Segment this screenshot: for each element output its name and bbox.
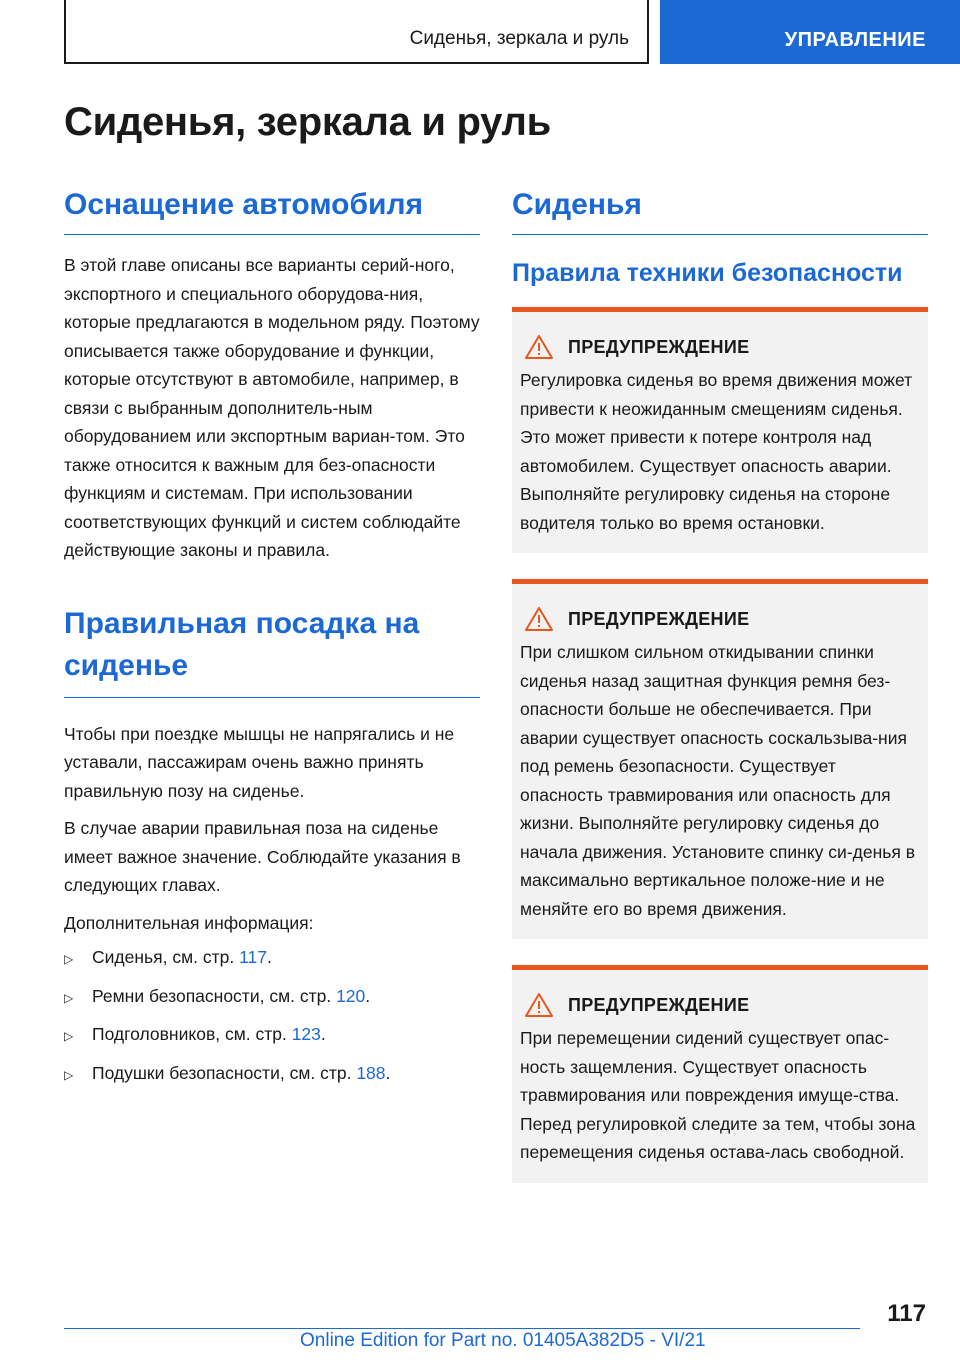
- safety-heading: Правила техники безопасности: [512, 259, 903, 287]
- list-item: ▷ Подушки безопасности, см. стр. 188.: [64, 1059, 480, 1090]
- page-link[interactable]: 120: [336, 985, 366, 1006]
- header-section: УПРАВЛЕНИЕ: [784, 29, 926, 51]
- warning-text: Регулировка сиденья во время движения может привести к неожиданным смещениям сиденья. Это может привести к потере контроля над автомобилем. Существует опасность аварии. Выполняйте регулировку сиденья на стороне водителя только во время остановки.: [520, 370, 913, 533]
- equipment-heading: Оснащение автомобиля: [64, 186, 480, 235]
- list-item: ▷ Ремни безопасности, см. стр. 120.: [64, 982, 480, 1013]
- triangle-bullet-icon: ▷: [64, 952, 74, 966]
- triangle-bullet-icon: ▷: [64, 990, 74, 1005]
- warning-triangle-icon: [524, 334, 554, 360]
- posture-paragraph-1: Чтобы при поездке мышцы не напрягались и не уставали, пассажирам очень важно принять правильную позу на сиденье.: [64, 723, 455, 801]
- triangle-bullet-icon: ▷: [64, 1067, 74, 1082]
- reference-list: [64, 943, 480, 1089]
- header-chapter: Сиденья, зеркала и руль: [409, 28, 629, 49]
- warning-box: [512, 579, 928, 939]
- page-title: Сиденья, зеркала и руль: [64, 100, 551, 144]
- left-column: [64, 186, 480, 1097]
- right-column: [512, 186, 928, 1183]
- footer-edition: Online Edition for Part no. 01405A382D5 - VI/21: [300, 1330, 706, 1351]
- warning-text: При перемещении сидений существует опас-ность защемления. Существует опасность травмирования или повреждения имуще-ства. Перед регулировкой следите за тем, чтобы зона перемещения сиденья остава-лась свободной.: [520, 1028, 916, 1162]
- equipment-text: В этой главе описаны все варианты серий-ного, экспортного и специального оборудова-ния, которые предлагаются в модельном ряду. Поэтому описывается также оборудование и функции, которые отсутствуют в автомобиле, например, в связи с выбранным дополнитель-ным оборудованием или экспортным вариан-том. Это также относится к важным для без-опасности функциям и системам. При использовании соответствующих функций и систем соблюдайте действующие законы и правила.: [64, 255, 480, 560]
- warning-title: ПРЕДУПРЕЖДЕНИЕ: [568, 994, 750, 1015]
- page-number: 117: [887, 1300, 926, 1327]
- seats-heading: Сиденья: [512, 186, 928, 235]
- triangle-bullet-icon: ▷: [64, 1029, 74, 1043]
- header-chapter-tab: [64, 0, 649, 64]
- list-item: ▷ Подголовников, см. стр. 123.: [64, 1020, 480, 1051]
- warning-text: При слишком сильном откидывании спинки сиденья назад защитная функция ремня без-опасности больше не обеспечивается. При аварии существует опасность соскальзыва-ния под ремень безопасности. Существует опасность травмирования или опасность для жизни. Выполняйте регулировку сиденья до начала движения. Установите спинку си-денья в максимально вертикальное положе-ние и не меняйте его во время движения.: [520, 642, 916, 919]
- list-item: ▷ Сиденья, см. стр. 117.: [64, 943, 480, 974]
- footer-divider: [64, 1328, 860, 1329]
- warning-title: ПРЕДУПРЕЖДЕНИЕ: [568, 608, 750, 629]
- warning-box: [512, 965, 928, 1183]
- warning-triangle-icon: [524, 992, 554, 1018]
- header-section-tab: [660, 0, 960, 64]
- page-link[interactable]: 117: [239, 947, 267, 967]
- warning-title: ПРЕДУПРЕЖДЕНИЕ: [568, 336, 750, 357]
- more-info-label: Дополнительная информация:: [64, 912, 314, 933]
- warning-triangle-icon: [524, 606, 554, 632]
- posture-paragraph-2: В случае аварии правильная поза на сиденье имеет важное значение. Соблюдайте указания в следующих главах.: [64, 818, 461, 895]
- page-link[interactable]: 123: [291, 1024, 321, 1044]
- page-link[interactable]: 188: [356, 1062, 386, 1083]
- posture-heading: Правильная посадка на сиденье: [64, 603, 480, 698]
- warning-box: [512, 307, 928, 553]
